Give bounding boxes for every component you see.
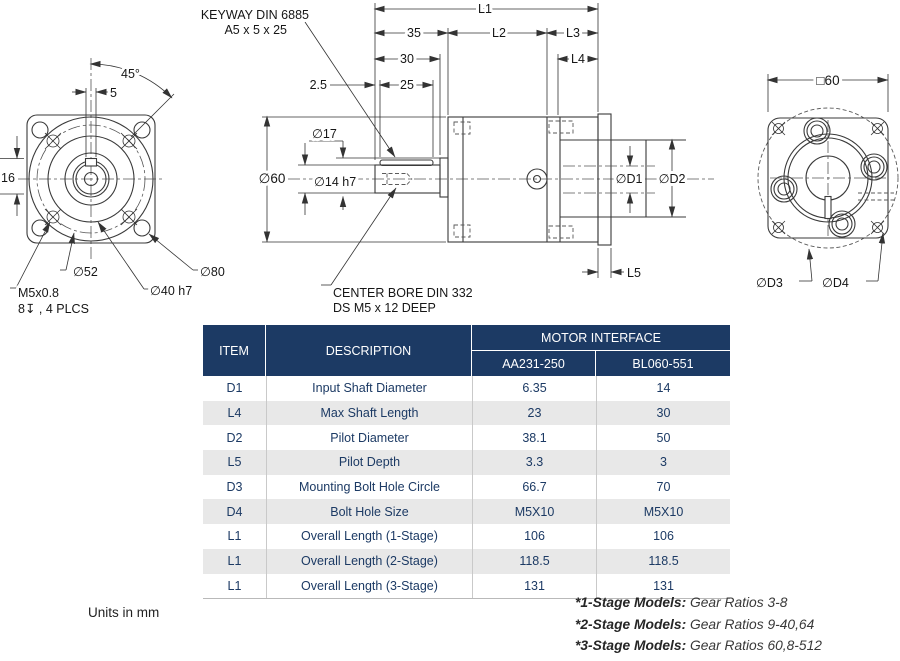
cell-item: L1 <box>227 529 242 544</box>
units-note: Units in mm <box>88 605 160 620</box>
dim-35: 35 <box>407 26 421 40</box>
table-row <box>203 499 730 524</box>
rear-view <box>756 73 898 290</box>
cell-description: Overall Length (3-Stage) <box>266 574 472 599</box>
cell-item: D3 <box>226 480 243 495</box>
dim-bolt-circle: ∅52 <box>73 265 98 279</box>
table-row <box>203 450 730 475</box>
dim-D2: ∅D2 <box>658 172 686 186</box>
note-keyway-line2: A5 x 5 x 25 <box>224 23 287 37</box>
cell-description: Overall Length (2-Stage) <box>266 549 472 574</box>
table-row <box>203 524 730 549</box>
cell-item: L1 <box>227 554 242 569</box>
dim-2-5: 2.5 <box>309 78 327 92</box>
cell-bl: 30 <box>596 401 730 426</box>
cell-description: Overall Length (1-Stage) <box>266 524 472 549</box>
rear-keyway-slot <box>825 197 831 219</box>
col-header-aa231-250: AA231-250 <box>472 351 595 376</box>
col-header-motor-interface: MOTOR INTERFACE <box>472 325 730 350</box>
cell-aa: 38.1 <box>472 425 596 450</box>
dim-D1: ∅D1 <box>615 172 643 186</box>
corner-hole <box>134 220 150 236</box>
cell-bl: 118.5 <box>596 549 730 574</box>
dim-45deg: 45° <box>121 67 140 81</box>
stage-notes <box>575 592 822 657</box>
note-line <box>575 635 822 657</box>
dim-60: ∅60 <box>258 171 286 186</box>
dim-D3: ∅D3 <box>756 276 783 290</box>
cell-description: Input Shaft Diameter <box>266 376 472 401</box>
table-row <box>203 549 730 574</box>
cell-bl: 3 <box>596 450 730 475</box>
dim-D4: ∅D4 <box>822 276 849 290</box>
dim-L5: L5 <box>627 266 641 280</box>
cell-item: D2 <box>226 430 243 445</box>
cell-item: D4 <box>226 504 243 519</box>
cell-item: L1 <box>227 578 242 593</box>
cell-description: Pilot Depth <box>266 450 472 475</box>
note-bore-line1: CENTER BORE DIN 332 <box>333 286 473 300</box>
motor-adapter-plate <box>598 114 611 245</box>
front-keyway-slot <box>86 159 97 167</box>
note-bold: *2-Stage Models: <box>575 616 687 632</box>
cell-aa: M5X10 <box>472 499 596 524</box>
dim-pilot-dia: ∅40 h7 <box>150 284 193 298</box>
dim-25: 25 <box>400 78 414 92</box>
cell-item: D1 <box>226 381 243 396</box>
table-row <box>203 376 730 401</box>
note-bold: *1-Stage Models: <box>575 595 687 610</box>
col-header-description: DESCRIPTION <box>266 325 471 376</box>
note-line <box>575 614 822 636</box>
spec-table-body <box>203 376 730 598</box>
note-tap-line2: 8↧ , 4 PLCS <box>18 302 89 316</box>
col-header-bl060-551: BL060-551 <box>596 351 730 376</box>
corner-hole <box>32 122 48 138</box>
cell-item: L5 <box>227 455 242 470</box>
cell-aa: 106 <box>472 524 596 549</box>
dim-30: 30 <box>400 52 414 66</box>
cell-bl: 106 <box>596 524 730 549</box>
cell-description: Max Shaft Length <box>266 401 472 426</box>
cell-bl: 131 <box>596 574 730 599</box>
cell-description: Mounting Bolt Hole Circle <box>266 475 472 500</box>
cell-aa: 23 <box>472 401 596 426</box>
side-view <box>201 2 714 315</box>
cell-aa: 66.7 <box>472 475 596 500</box>
note-bore-line2: DS M5 x 12 DEEP <box>333 301 436 315</box>
note-text: Gear Ratios 9-40,64 <box>686 616 815 632</box>
corner-hole <box>32 220 48 236</box>
corner-hole <box>134 122 150 138</box>
col-header-item: ITEM <box>203 325 265 376</box>
cell-description: Pilot Diameter <box>266 425 472 450</box>
cell-bl: 70 <box>596 475 730 500</box>
note-keyway-line1: KEYWAY DIN 6885 <box>200 8 309 22</box>
cell-bl: 14 <box>596 376 730 401</box>
cell-description: Bolt Hole Size <box>266 499 472 524</box>
cell-aa: 131 <box>472 574 596 599</box>
dim-L3: L3 <box>566 26 580 40</box>
dim-key-width: 5 <box>110 86 117 100</box>
dim-14h7: ∅14 h7 <box>314 175 357 189</box>
note-tap-line1: M5x0.8 <box>18 286 59 300</box>
dim-corner-dia: ∅80 <box>200 265 225 279</box>
cell-aa: 3.3 <box>472 450 596 475</box>
cell-aa: 6.35 <box>472 376 596 401</box>
spec-table-header <box>203 325 730 376</box>
dim-L2: L2 <box>492 26 506 40</box>
dim-L1: L1 <box>478 2 492 16</box>
cell-bl: M5X10 <box>596 499 730 524</box>
note-text: Gear Ratios 60,8-512 <box>686 638 822 653</box>
cell-bl: 50 <box>596 425 730 450</box>
cell-aa: 118.5 <box>472 549 596 574</box>
table-row <box>203 475 730 500</box>
gearbox-housing <box>448 117 598 242</box>
hidden-details <box>382 121 573 238</box>
shaft-collar <box>440 158 448 197</box>
cell-item: L4 <box>227 406 242 421</box>
table-row <box>203 401 730 426</box>
note-text: Gear Ratios 3-8 <box>686 595 788 610</box>
dim-17: ∅17 <box>312 127 337 141</box>
spec-table <box>203 325 730 599</box>
note-bold: *3-Stage Models: <box>575 638 687 653</box>
dim-key-height: 16 <box>1 171 15 185</box>
front-view <box>0 58 225 316</box>
table-row <box>203 425 730 450</box>
note-line <box>575 592 822 614</box>
dim-L4: L4 <box>571 52 585 66</box>
dim-square-60: □60 <box>816 73 840 88</box>
